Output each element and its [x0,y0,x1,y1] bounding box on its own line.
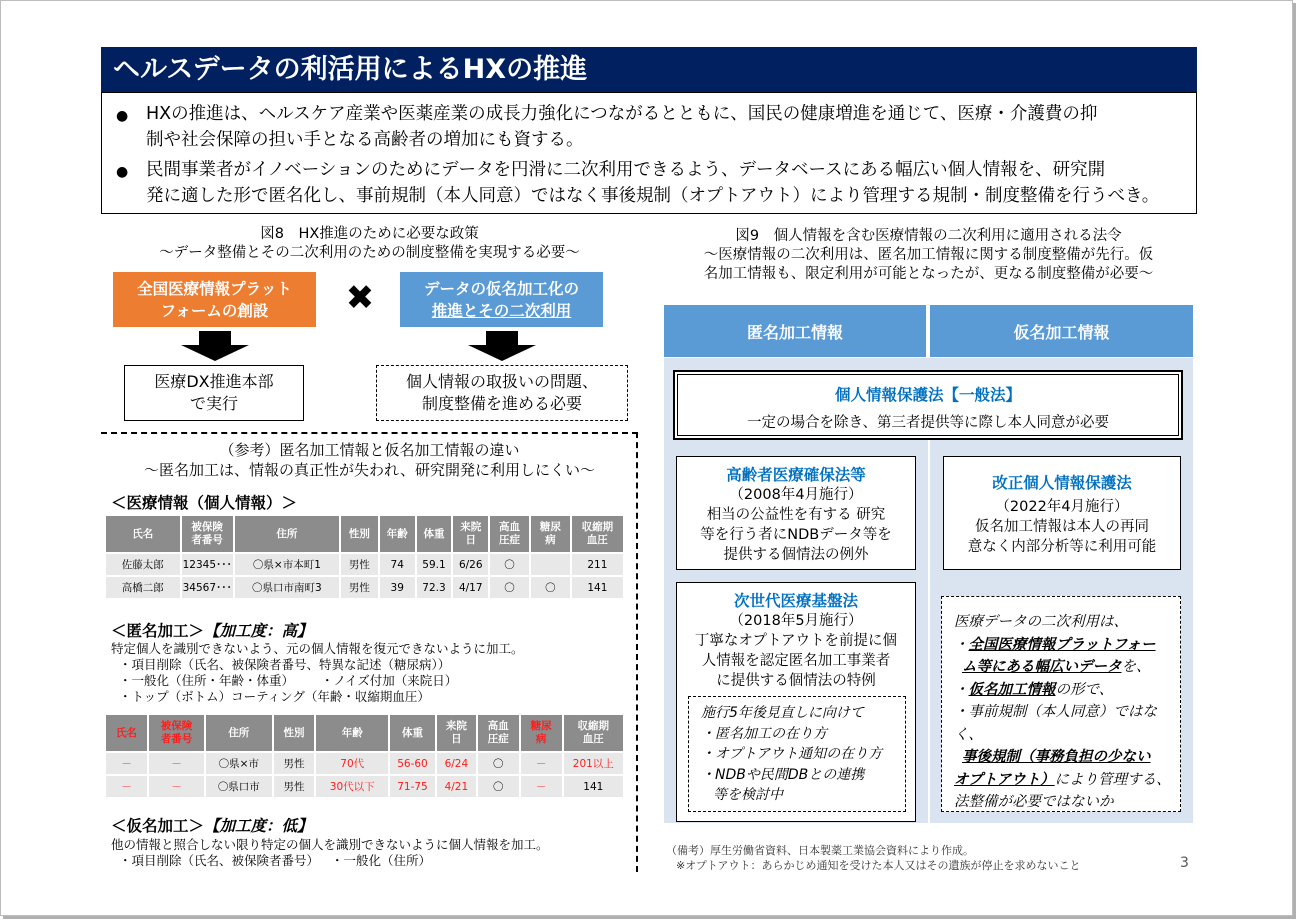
pseudo-heading: ＜仮名加工＞【加工度：低】 [111,817,313,835]
times-icon: ✖ [345,278,375,318]
col-hypertension: 高血 圧症 [478,715,519,751]
anon-description: 特定個人を識別できないよう、元の個人情報を復元できないように加工。 ・項目削除（氏名、被保険者番号、特異な記述（糖尿病）） ・一般化（住所・年齢・体重） ・ノイズ付加（来院日） ・トップ（ボトム）コーティング（年齢・収縮期血圧） [111,641,524,704]
col-insured-number: 被保険 者番号 [149,715,204,751]
medical-info-table [104,514,625,600]
pseudonym-box: データの仮名加工化の 推進とその二次利用 [400,272,603,327]
source-note: （備考）厚生労働省資料、日本製薬工業協会資料により作成。 [666,844,974,857]
table-row: 佐藤太郎 12345･･･ 〇県×市本町1 男性 74 59.1 6/26 〇 211 [106,554,623,575]
summary-item-2: 民間事業者がイノベーションのためにデータを円滑に二次利用できるよう、データベースにある幅広い個人情報を、研究開 発に適した形で匿名化し、事前規制（本人同意）ではなく事後規制（オプトアウト）により管理する規制・制度整備を行うべき。 [146,160,1160,206]
general-law-box: 個人情報保護法【一般法】 一定の場合を除き、第三者提供等に際し本人同意が必要 [673,370,1183,440]
summary-item-1: HXの推進は、ヘルスケア産業や医薬産業の成長力強化につながるとともに、国民の健康増進を通じて、医療・介護費の抑 制や社会保障の担い手となる高齢者の増加にも資する。 [146,104,1098,150]
col-address: 住所 [235,516,339,552]
col-diabetes: 糖尿 病 [521,715,562,751]
col-sex: 性別 [274,715,315,751]
fig9-caption: 図9 個人情報を含む医療情報の二次利用に適用される法令 [735,228,1122,244]
col-hypertension: 高血 圧症 [490,516,529,552]
next-gen-law-box: 次世代医療基盤法 （2018年5月施行） 丁寧なオプトアウトを前提に個 人情報を認定匿名加工事業者 に提供する個情法の特例 [676,582,916,822]
proposal-box: 医療データの二次利用は、 ・全国医療情報プラットフォー ム等にある幅広いデータを、 ・仮名加工情報の形で、 ・事前規制（本人同意）ではなく、 事後規制（事務負担の少ない オプトアウト）により管理する、 法整備が必要ではないか [941,596,1181,812]
platform-box: 全国医療情報プラット フォームの創設 [113,272,316,327]
pseudo-description: 他の情報と照合しない限り特定の個人を識別できないように個人情報を加工。 ・項目削除（氏名、被保険者番号） ・一般化（住所） [111,837,549,868]
down-arrow-head-icon [181,345,249,361]
down-arrow-head-icon [468,345,536,361]
col-systolic: 収縮期 血圧 [564,715,623,751]
header-anonymized: 匿名加工情報 [664,305,926,357]
column-divider [928,440,930,823]
col-sex: 性別 [341,516,378,552]
table-row: － － 〇県口市 男性 30代以下 71-75 4/21 〇 － 141 [106,776,623,797]
col-weight: 体重 [417,516,452,552]
fig8-caption: 図8 HX推進のために必要な政策 [260,226,479,242]
col-address: 住所 [206,715,271,751]
review-box: 施行5年後見直しに向けて ・匿名加工の在り方 ・オプトアウト通知の在り方 ・NDBや民間DBとの連携 等を検討中 [688,696,906,812]
reference-title: （参考）匿名加工情報と仮名加工情報の違い [219,441,520,459]
issue-box: 個人情報の取扱いの問題、 制度整備を進める必要 [376,365,628,421]
table-row: － － 〇県×市 男性 70代 56-60 6/24 〇 － 201以上 [106,753,623,774]
anonymized-table [104,713,625,799]
col-name: 氏名 [106,516,180,552]
page-number: 3 [1180,855,1189,871]
anon-heading: ＜匿名加工＞【加工度：高】 [111,622,313,640]
col-visit-date: 来院 日 [453,516,488,552]
col-diabetes: 糖尿 病 [531,516,570,552]
slide-title: ヘルスデータの利活用によるHXの推進 [101,47,1197,92]
reference-subtitle: ～匿名加工は、情報の真正性が失われ、研究開発に利用しにくい～ [144,461,595,479]
header-pseudonymized: 仮名加工情報 [930,305,1193,357]
col-weight: 体重 [390,715,435,751]
col-systolic: 収縮期 血圧 [572,516,623,552]
bullet-icon: ● [116,108,129,124]
down-arrow-icon [486,331,518,345]
down-arrow-icon [199,331,231,345]
col-age: 年齢 [380,516,415,552]
optout-note: ※オプトアウト：あらかじめ通知を受けた本人又はその遺族が停止を求めないこと [676,859,1081,872]
bullet-icon: ● [116,164,129,180]
fig9-subcaption: ～医療情報の二次利用は、匿名加工情報に関する制度整備が先行。仮 名加工情報も、限定利用が可能となったが、更なる制度整備が必要～ [703,247,1154,282]
table-row: 高橋二郎 34567･･･ 〇県口市南町3 男性 39 72.3 4/17 〇 〇 141 [106,577,623,598]
medical-info-heading: ＜医療情報（個人情報）＞ [111,494,298,512]
col-age: 年齢 [316,715,388,751]
revised-law-box: 改正個人情報保護法 （2022年4月施行） 仮名加工情報は本人の再同 意なく内部分析等に利用可能 [943,456,1181,570]
col-insured-number: 被保険 者番号 [182,516,233,552]
fig8-subcaption: ～データ整備とその二次利用のための制度整備を実現する必要～ [159,245,580,261]
col-visit-date: 来院 日 [437,715,476,751]
col-name: 氏名 [106,715,147,751]
elderly-law-box: 高齢者医療確保法等 （2008年4月施行） 相当の公益性を有する 研究 等を行う者にNDBデータ等を 提供する個情法の例外 [676,456,916,570]
dx-hq-box: 医療DX推進本部 で実行 [124,365,304,421]
summary-box [101,92,1197,214]
